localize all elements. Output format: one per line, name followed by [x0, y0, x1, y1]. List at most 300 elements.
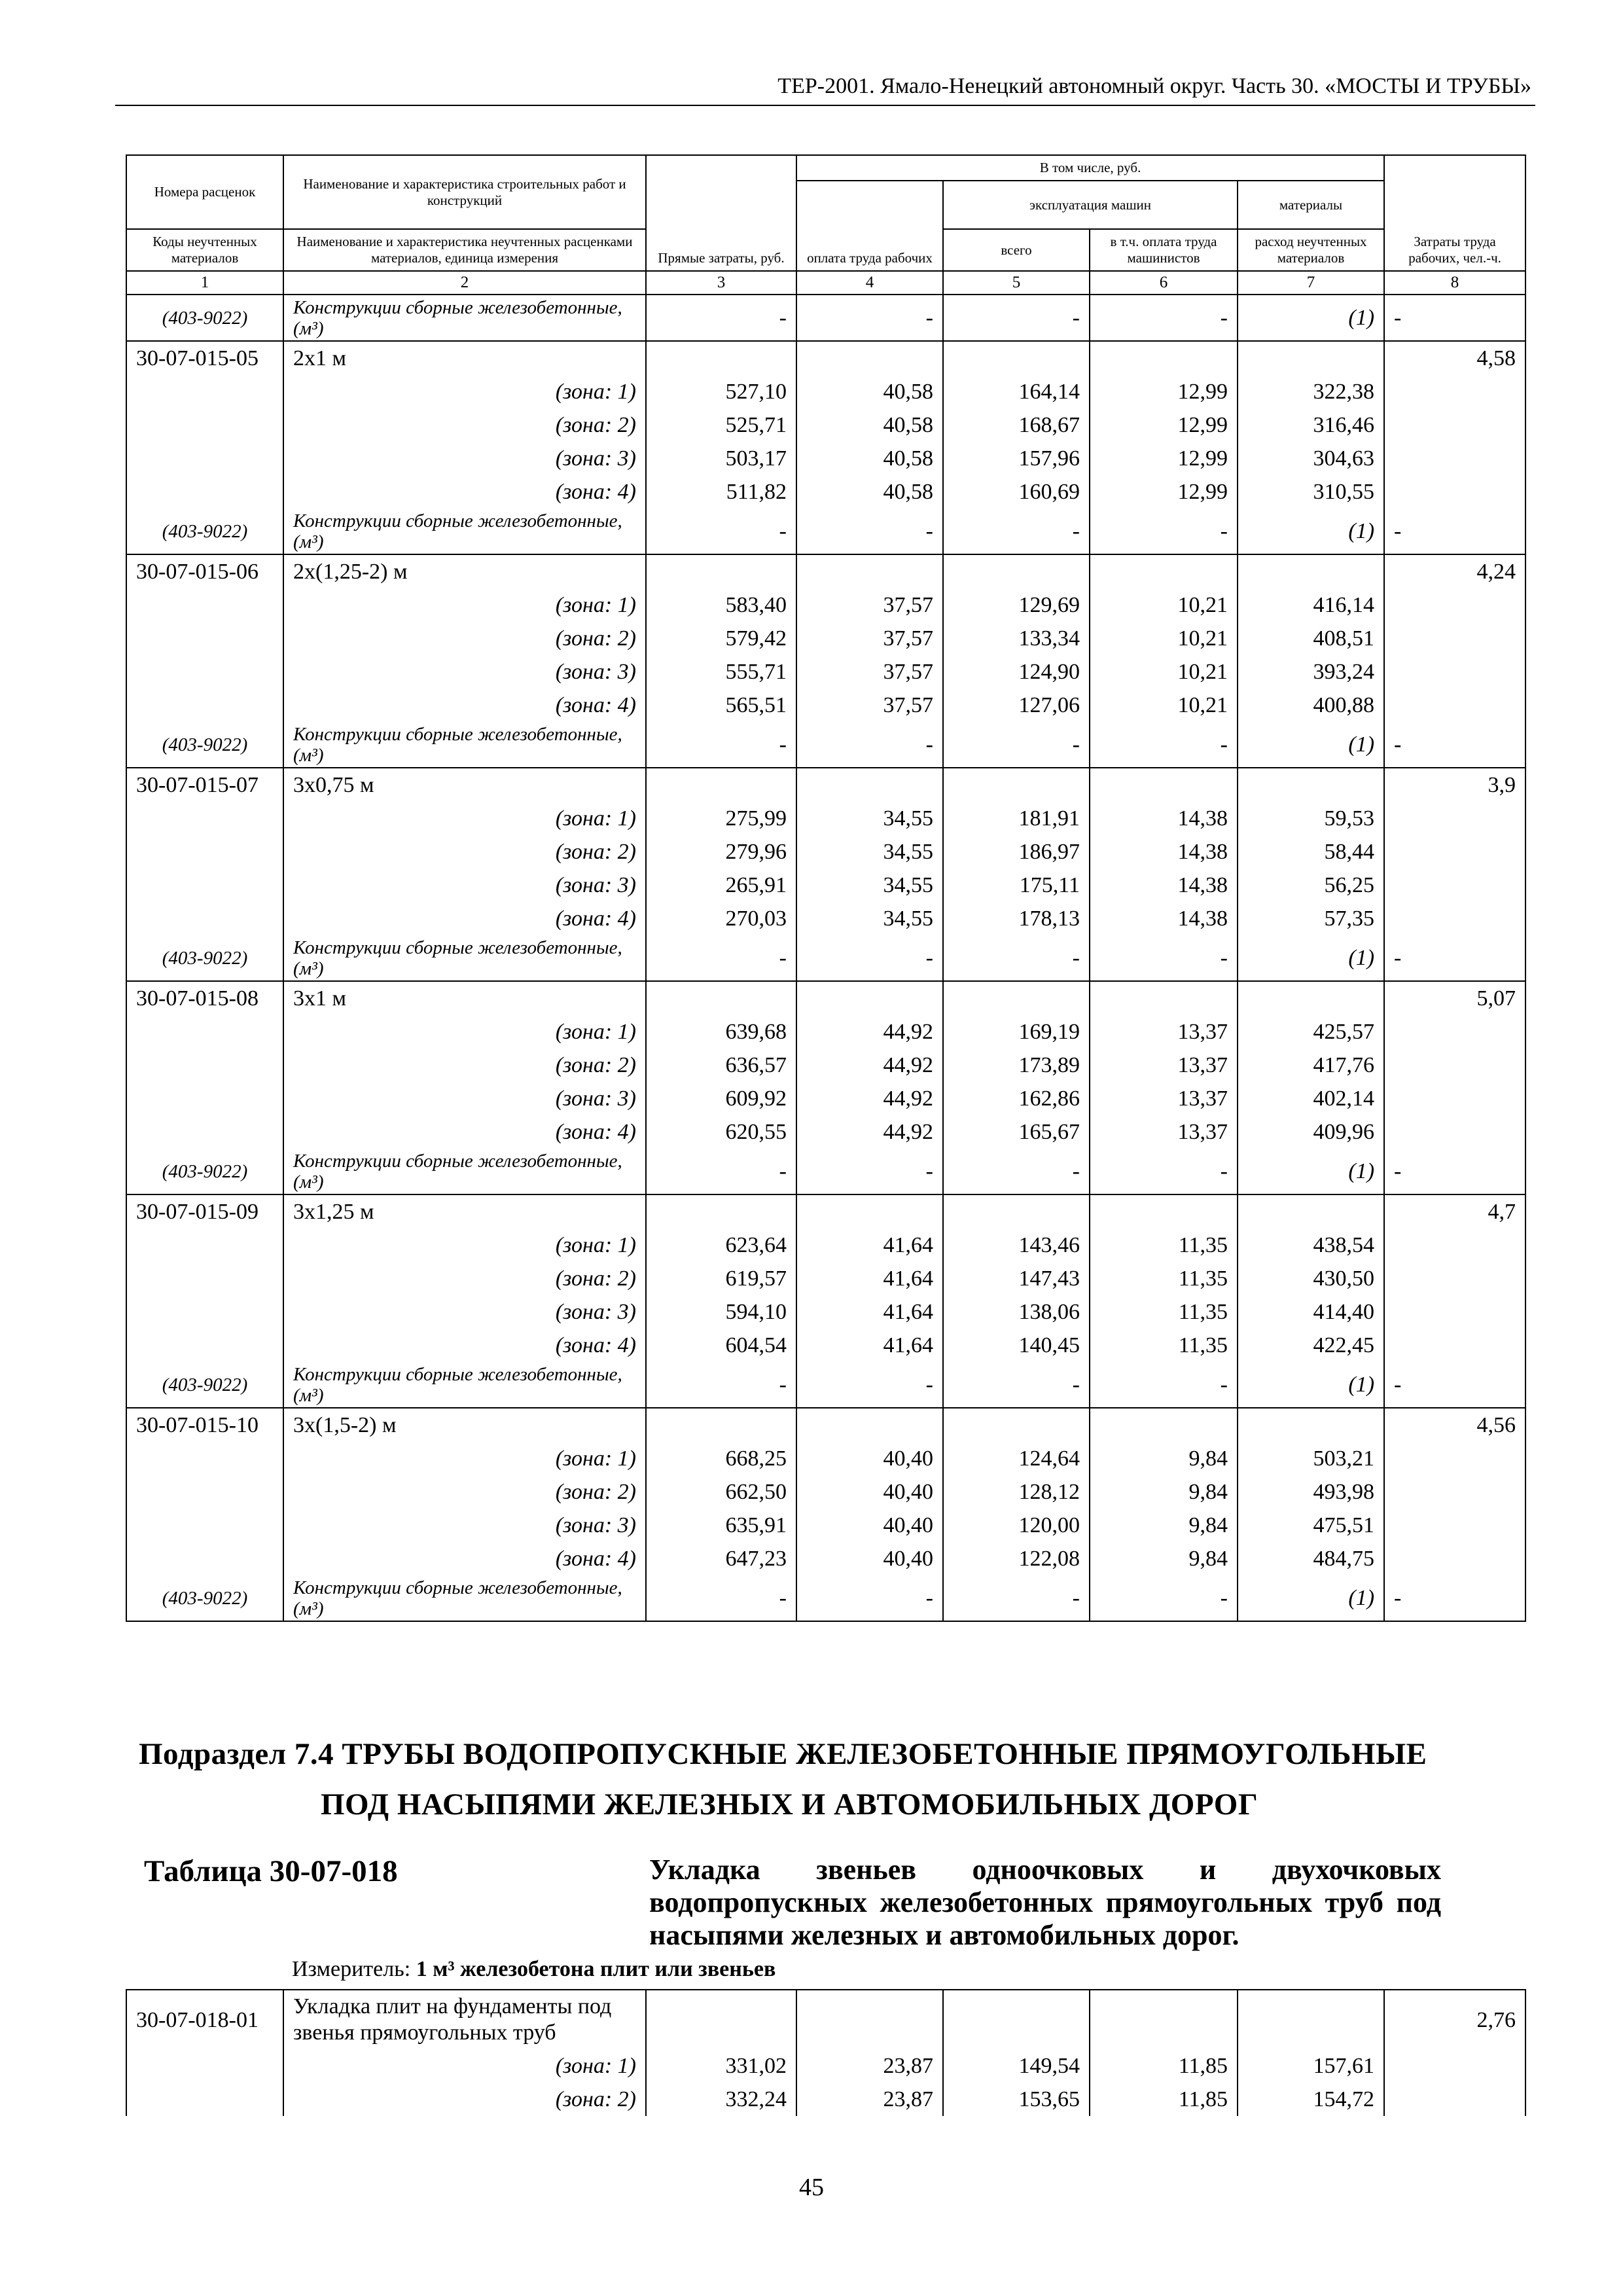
- material-code: (403-9022): [126, 1575, 283, 1621]
- worker-pay: 34,55: [796, 902, 943, 935]
- rate-code: 30-07-015-08: [126, 981, 283, 1015]
- zone-row: [126, 1082, 1525, 1115]
- zone-label: (зона: 4): [283, 1542, 646, 1575]
- empty-cell: [796, 554, 943, 588]
- empty-cell: [1384, 1115, 1525, 1149]
- empty-cell: [126, 1229, 283, 1262]
- material-name: Конструкции сборные железобетонные, (м³): [283, 1149, 646, 1194]
- empty-cell: [796, 1408, 943, 1442]
- operator-pay: 9,84: [1090, 1542, 1238, 1575]
- empty-cell: [1238, 1408, 1384, 1442]
- subsection-title-line2: ПОД НАСЫПЯМИ ЖЕЛЕЗНЫХ И АВТОМОБИЛЬНЫХ ДОРОГ: [321, 1787, 1258, 1821]
- operator-pay: 14,38: [1090, 835, 1238, 869]
- materials-cost: 414,40: [1238, 1295, 1384, 1329]
- zone-label: (зона: 2): [283, 1475, 646, 1509]
- col-header-worker-pay: оплата труда рабочих: [796, 181, 943, 271]
- zone-label: (зона: 3): [283, 1082, 646, 1115]
- col-header-including: В том числе, руб.: [796, 155, 1384, 181]
- empty-cell: [126, 802, 283, 835]
- worker-pay: 37,57: [796, 655, 943, 689]
- col-header-work-name: Наименование и характеристика строительных работ и конструкций: [283, 155, 646, 229]
- zone-row: [126, 1015, 1525, 1049]
- column-number: 6: [1090, 271, 1238, 295]
- empty-cell: [646, 1408, 796, 1442]
- direct-costs: 639,68: [646, 1015, 796, 1049]
- operator-pay: 12,99: [1090, 475, 1238, 509]
- zone-row: [126, 475, 1525, 509]
- empty-cell: [1384, 802, 1525, 835]
- direct-costs: 620,55: [646, 1115, 796, 1149]
- empty-cell: [1384, 1262, 1525, 1295]
- dash-cell: -: [796, 935, 943, 981]
- material-qty: (1): [1238, 1149, 1384, 1194]
- machines-total: 186,97: [943, 835, 1090, 869]
- zone-row: [126, 802, 1525, 835]
- empty-cell: [126, 2049, 283, 2083]
- empty-cell: [126, 588, 283, 622]
- materials-cost: 157,61: [1238, 2049, 1384, 2083]
- unit-value: 1 м³ железобетона плит или звеньев: [416, 1957, 776, 1981]
- labor-cost: 2,76: [1384, 1990, 1525, 2049]
- empty-cell: [1384, 902, 1525, 935]
- machines-total: 160,69: [943, 475, 1090, 509]
- operator-pay: 10,21: [1090, 622, 1238, 655]
- materials-cost: 408,51: [1238, 622, 1384, 655]
- dash-cell: -: [646, 295, 796, 341]
- operator-pay: 13,37: [1090, 1015, 1238, 1049]
- operator-pay: 11,35: [1090, 1229, 1238, 1262]
- empty-cell: [126, 1475, 283, 1509]
- direct-costs: 332,24: [646, 2083, 796, 2116]
- material-row: [126, 722, 1525, 768]
- empty-cell: [1238, 768, 1384, 802]
- empty-cell: [1090, 1408, 1238, 1442]
- direct-costs: 265,91: [646, 869, 796, 902]
- worker-pay: 37,57: [796, 689, 943, 722]
- machines-total: 149,54: [943, 2049, 1090, 2083]
- empty-cell: [1384, 408, 1525, 442]
- direct-costs: 623,64: [646, 1229, 796, 1262]
- machines-total: 124,64: [943, 1442, 1090, 1475]
- operator-pay: 12,99: [1090, 442, 1238, 475]
- zone-label: (зона: 4): [283, 689, 646, 722]
- operator-pay: 9,84: [1090, 1475, 1238, 1509]
- worker-pay: 44,92: [796, 1015, 943, 1049]
- rate-code: 30-07-015-05: [126, 341, 283, 375]
- empty-cell: [126, 375, 283, 408]
- operator-pay: 11,35: [1090, 1329, 1238, 1362]
- direct-costs: 635,91: [646, 1509, 796, 1542]
- empty-cell: [1384, 1082, 1525, 1115]
- material-code: (403-9022): [126, 935, 283, 981]
- dash-cell: -: [1090, 1362, 1238, 1408]
- operator-pay: 12,99: [1090, 375, 1238, 408]
- rate-name: Укладка плит на фундаменты под звенья прямоугольных труб: [283, 1990, 646, 2049]
- material-qty: (1): [1238, 722, 1384, 768]
- dash-cell: -: [1384, 1575, 1525, 1621]
- materials-cost: 400,88: [1238, 689, 1384, 722]
- empty-cell: [1384, 1229, 1525, 1262]
- zone-row: [126, 1115, 1525, 1149]
- dash-cell: -: [1090, 1149, 1238, 1194]
- rate-title-row: [126, 341, 1525, 375]
- rate-title-row: [126, 1990, 1525, 2049]
- worker-pay: 23,87: [796, 2083, 943, 2116]
- dash-cell: -: [646, 1575, 796, 1621]
- machines-total: 173,89: [943, 1049, 1090, 1082]
- materials-cost: 484,75: [1238, 1542, 1384, 1575]
- direct-costs: 503,17: [646, 442, 796, 475]
- empty-cell: [1384, 2049, 1525, 2083]
- materials-cost: 475,51: [1238, 1509, 1384, 1542]
- machines-total: 181,91: [943, 802, 1090, 835]
- worker-pay: 41,64: [796, 1295, 943, 1329]
- zone-label: (зона: 4): [283, 1329, 646, 1362]
- operator-pay: 11,85: [1090, 2083, 1238, 2116]
- zone-label: (зона: 2): [283, 835, 646, 869]
- closing-cell: [646, 1621, 796, 1622]
- empty-cell: [1238, 981, 1384, 1015]
- machines-total: 164,14: [943, 375, 1090, 408]
- materials-cost: 316,46: [1238, 408, 1384, 442]
- empty-cell: [1384, 442, 1525, 475]
- worker-pay: 37,57: [796, 588, 943, 622]
- empty-cell: [943, 1408, 1090, 1442]
- zone-row: [126, 2049, 1525, 2083]
- dash-cell: -: [943, 1362, 1090, 1408]
- operator-pay: 10,21: [1090, 655, 1238, 689]
- direct-costs: 594,10: [646, 1295, 796, 1329]
- material-name: Конструкции сборные железобетонные, (м³): [283, 1575, 646, 1621]
- operator-pay: 13,37: [1090, 1115, 1238, 1149]
- material-qty: (1): [1238, 509, 1384, 554]
- rate-title-row: [126, 1408, 1525, 1442]
- empty-cell: [796, 768, 943, 802]
- dash-cell: -: [1090, 722, 1238, 768]
- material-qty: (1): [1238, 1575, 1384, 1621]
- zone-row: [126, 655, 1525, 689]
- dash-cell: -: [943, 509, 1090, 554]
- operator-pay: 13,37: [1090, 1049, 1238, 1082]
- empty-cell: [126, 1115, 283, 1149]
- rate-name: 3х1 м: [283, 981, 646, 1015]
- material-name: Конструкции сборные железобетонные, (м³): [283, 722, 646, 768]
- labor-cost: 4,58: [1384, 341, 1525, 375]
- zone-label: (зона: 2): [283, 2083, 646, 2116]
- materials-cost: 57,35: [1238, 902, 1384, 935]
- dash-cell: -: [1384, 935, 1525, 981]
- worker-pay: 40,40: [796, 1475, 943, 1509]
- dash-cell: -: [796, 1362, 943, 1408]
- materials-cost: 402,14: [1238, 1082, 1384, 1115]
- worker-pay: 44,92: [796, 1082, 943, 1115]
- worker-pay: 44,92: [796, 1049, 943, 1082]
- worker-pay: 41,64: [796, 1229, 943, 1262]
- dash-cell: -: [646, 935, 796, 981]
- empty-cell: [1238, 1990, 1384, 2049]
- rate-code: 30-07-015-10: [126, 1408, 283, 1442]
- dash-cell: -: [1090, 935, 1238, 981]
- empty-cell: [646, 1990, 796, 2049]
- materials-cost: 422,45: [1238, 1329, 1384, 1362]
- empty-cell: [943, 768, 1090, 802]
- dash-cell: -: [1384, 295, 1525, 341]
- zone-row: [126, 1509, 1525, 1542]
- empty-cell: [126, 689, 283, 722]
- empty-cell: [126, 1262, 283, 1295]
- materials-cost: 503,21: [1238, 1442, 1384, 1475]
- empty-cell: [646, 768, 796, 802]
- empty-cell: [646, 341, 796, 375]
- operator-pay: 9,84: [1090, 1509, 1238, 1542]
- dash-cell: -: [796, 722, 943, 768]
- rates-table-018: [126, 1989, 1526, 2116]
- dash-cell: -: [1090, 1575, 1238, 1621]
- empty-cell: [126, 869, 283, 902]
- empty-cell: [1238, 341, 1384, 375]
- empty-cell: [126, 1015, 283, 1049]
- dash-cell: -: [943, 722, 1090, 768]
- dash-cell: -: [796, 1149, 943, 1194]
- worker-pay: 40,58: [796, 475, 943, 509]
- col-header-labor-costs: Затраты труда рабочих, чел.-ч.: [1384, 155, 1525, 271]
- empty-cell: [126, 475, 283, 509]
- operator-pay: 13,37: [1090, 1082, 1238, 1115]
- material-row: [126, 1149, 1525, 1194]
- direct-costs: 604,54: [646, 1329, 796, 1362]
- empty-cell: [646, 554, 796, 588]
- material-code: (403-9022): [126, 295, 283, 341]
- materials-cost: 417,76: [1238, 1049, 1384, 1082]
- closing-cell: [1090, 1621, 1238, 1622]
- worker-pay: 40,40: [796, 1542, 943, 1575]
- dash-cell: -: [1384, 1362, 1525, 1408]
- dash-cell: -: [1384, 722, 1525, 768]
- empty-cell: [126, 1509, 283, 1542]
- material-name: Конструкции сборные железобетонные, (м³): [283, 935, 646, 981]
- empty-cell: [1384, 869, 1525, 902]
- zone-row: [126, 1049, 1525, 1082]
- materials-cost: 393,24: [1238, 655, 1384, 689]
- rate-name: 3х1,25 м: [283, 1194, 646, 1229]
- worker-pay: 40,58: [796, 442, 943, 475]
- worker-pay: 40,58: [796, 375, 943, 408]
- zone-row: [126, 1442, 1525, 1475]
- rate-title-row: [126, 981, 1525, 1015]
- direct-costs: 525,71: [646, 408, 796, 442]
- column-numbers-row: [126, 271, 1525, 295]
- material-name: Конструкции сборные железобетонные, (м³): [283, 295, 646, 341]
- empty-cell: [1384, 1295, 1525, 1329]
- operator-pay: 11,85: [1090, 2049, 1238, 2083]
- direct-costs: 636,57: [646, 1049, 796, 1082]
- dash-cell: -: [943, 295, 1090, 341]
- zone-label: (зона: 1): [283, 2049, 646, 2083]
- empty-cell: [126, 622, 283, 655]
- empty-cell: [126, 1049, 283, 1082]
- material-name: Конструкции сборные железобетонные, (м³): [283, 1362, 646, 1408]
- empty-cell: [1384, 475, 1525, 509]
- machines-total: 178,13: [943, 902, 1090, 935]
- empty-cell: [1384, 1329, 1525, 1362]
- dash-cell: -: [646, 509, 796, 554]
- closing-cell: [796, 1621, 943, 1622]
- direct-costs: 579,42: [646, 622, 796, 655]
- zone-row: [126, 1262, 1525, 1295]
- worker-pay: 41,64: [796, 1262, 943, 1295]
- materials-cost: 409,96: [1238, 1115, 1384, 1149]
- closing-cell: [283, 1621, 646, 1622]
- dash-cell: -: [796, 1575, 943, 1621]
- worker-pay: 34,55: [796, 802, 943, 835]
- empty-cell: [1384, 1509, 1525, 1542]
- direct-costs: 275,99: [646, 802, 796, 835]
- machines-total: 162,86: [943, 1082, 1090, 1115]
- direct-costs: 555,71: [646, 655, 796, 689]
- direct-costs: 609,92: [646, 1082, 796, 1115]
- labor-cost: 3,9: [1384, 768, 1525, 802]
- empty-cell: [796, 1194, 943, 1229]
- worker-pay: 40,40: [796, 1442, 943, 1475]
- empty-cell: [1238, 554, 1384, 588]
- empty-cell: [943, 554, 1090, 588]
- machines-total: 133,34: [943, 622, 1090, 655]
- column-number: 1: [126, 271, 283, 295]
- direct-costs: 270,03: [646, 902, 796, 935]
- unit-of-measure: [292, 1957, 776, 1982]
- empty-cell: [1090, 554, 1238, 588]
- operator-pay: 12,99: [1090, 408, 1238, 442]
- zone-label: (зона: 3): [283, 1295, 646, 1329]
- materials-cost: 322,38: [1238, 375, 1384, 408]
- closing-cell: [943, 1621, 1090, 1622]
- table-caption: Укладка звеньев одноочковых и двухочковых водопропускных железобетонных прямоугольных труб под насыпями железных и автомобильных дорог.: [649, 1854, 1441, 1951]
- empty-cell: [646, 1194, 796, 1229]
- empty-cell: [1384, 1542, 1525, 1575]
- empty-cell: [1090, 981, 1238, 1015]
- materials-cost: 416,14: [1238, 588, 1384, 622]
- machines-total: 127,06: [943, 689, 1090, 722]
- zone-row: [126, 1295, 1525, 1329]
- materials-cost: 154,72: [1238, 2083, 1384, 2116]
- empty-cell: [126, 835, 283, 869]
- zone-row: [126, 1475, 1525, 1509]
- direct-costs: 511,82: [646, 475, 796, 509]
- table-number: Таблица 30-07-018: [144, 1854, 398, 1888]
- subsection-title-line1: Подраздел 7.4 ТРУБЫ ВОДОПРОПУСКНЫЕ ЖЕЛЕЗОБЕТОННЫЕ ПРЯМОУГОЛЬНЫЕ: [139, 1737, 1427, 1771]
- direct-costs: 619,57: [646, 1262, 796, 1295]
- machines-total: 128,12: [943, 1475, 1090, 1509]
- zone-label: (зона: 2): [283, 408, 646, 442]
- materials-cost: 425,57: [1238, 1015, 1384, 1049]
- dash-cell: -: [1090, 509, 1238, 554]
- empty-cell: [1384, 2083, 1525, 2116]
- zone-row: [126, 588, 1525, 622]
- labor-cost: 4,56: [1384, 1408, 1525, 1442]
- machines-total: 129,69: [943, 588, 1090, 622]
- empty-cell: [1090, 1990, 1238, 2049]
- materials-cost: 310,55: [1238, 475, 1384, 509]
- material-row: [126, 1575, 1525, 1621]
- rate-name: 2х(1,25-2) м: [283, 554, 646, 588]
- direct-costs: 583,40: [646, 588, 796, 622]
- col-header-rate-number: Номера расценок: [126, 155, 283, 229]
- worker-pay: 40,40: [796, 1509, 943, 1542]
- zone-label: (зона: 2): [283, 1049, 646, 1082]
- rate-title-row: [126, 1194, 1525, 1229]
- empty-cell: [1384, 1049, 1525, 1082]
- column-number: 7: [1238, 271, 1384, 295]
- zone-label: (зона: 3): [283, 869, 646, 902]
- empty-cell: [796, 1990, 943, 2049]
- operator-pay: 11,35: [1090, 1295, 1238, 1329]
- column-number: 4: [796, 271, 943, 295]
- material-code: (403-9022): [126, 1149, 283, 1194]
- machines-total: 157,96: [943, 442, 1090, 475]
- material-code: (403-9022): [126, 722, 283, 768]
- labor-cost: 5,07: [1384, 981, 1525, 1015]
- empty-cell: [126, 902, 283, 935]
- dash-cell: -: [943, 1575, 1090, 1621]
- machines-total: 138,06: [943, 1295, 1090, 1329]
- empty-cell: [126, 408, 283, 442]
- zone-label: (зона: 2): [283, 1262, 646, 1295]
- machines-total: 153,65: [943, 2083, 1090, 2116]
- direct-costs: 331,02: [646, 2049, 796, 2083]
- worker-pay: 34,55: [796, 835, 943, 869]
- zone-label: (зона: 4): [283, 1115, 646, 1149]
- header-rule: [115, 105, 1535, 106]
- rate-code: 30-07-015-06: [126, 554, 283, 588]
- zone-row: [126, 689, 1525, 722]
- operator-pay: 14,38: [1090, 902, 1238, 935]
- rate-name: 2х1 м: [283, 341, 646, 375]
- col-header-operator-pay: в т.ч. оплата труда машинистов: [1090, 229, 1238, 271]
- direct-costs: 662,50: [646, 1475, 796, 1509]
- zone-label: (зона: 4): [283, 475, 646, 509]
- material-qty: (1): [1238, 1362, 1384, 1408]
- rates-table: [126, 154, 1526, 1622]
- materials-cost: 56,25: [1238, 869, 1384, 902]
- machines-total: 143,46: [943, 1229, 1090, 1262]
- table-closing-row: [126, 1621, 1525, 1622]
- operator-pay: 14,38: [1090, 802, 1238, 835]
- zone-row: [126, 442, 1525, 475]
- zone-label: (зона: 3): [283, 1509, 646, 1542]
- rate-code: 30-07-015-07: [126, 768, 283, 802]
- machines-total: 175,11: [943, 869, 1090, 902]
- closing-cell: [1384, 1621, 1525, 1622]
- col-header-material-consumption: расход неучтенных материалов: [1238, 229, 1384, 271]
- dash-cell: -: [796, 509, 943, 554]
- materials-cost: 59,53: [1238, 802, 1384, 835]
- zone-label: (зона: 3): [283, 655, 646, 689]
- zone-row: [126, 869, 1525, 902]
- closing-cell: [1238, 1621, 1384, 1622]
- empty-cell: [1384, 588, 1525, 622]
- rate-title-row: [126, 554, 1525, 588]
- empty-cell: [1090, 768, 1238, 802]
- page-number: 45: [799, 2174, 824, 2201]
- col-header-material-codes: Коды неучтенных материалов: [126, 229, 283, 271]
- empty-cell: [1384, 655, 1525, 689]
- dash-cell: -: [646, 722, 796, 768]
- material-qty: (1): [1238, 295, 1384, 341]
- direct-costs: 527,10: [646, 375, 796, 408]
- empty-cell: [943, 1194, 1090, 1229]
- worker-pay: 40,58: [796, 408, 943, 442]
- dash-cell: -: [943, 935, 1090, 981]
